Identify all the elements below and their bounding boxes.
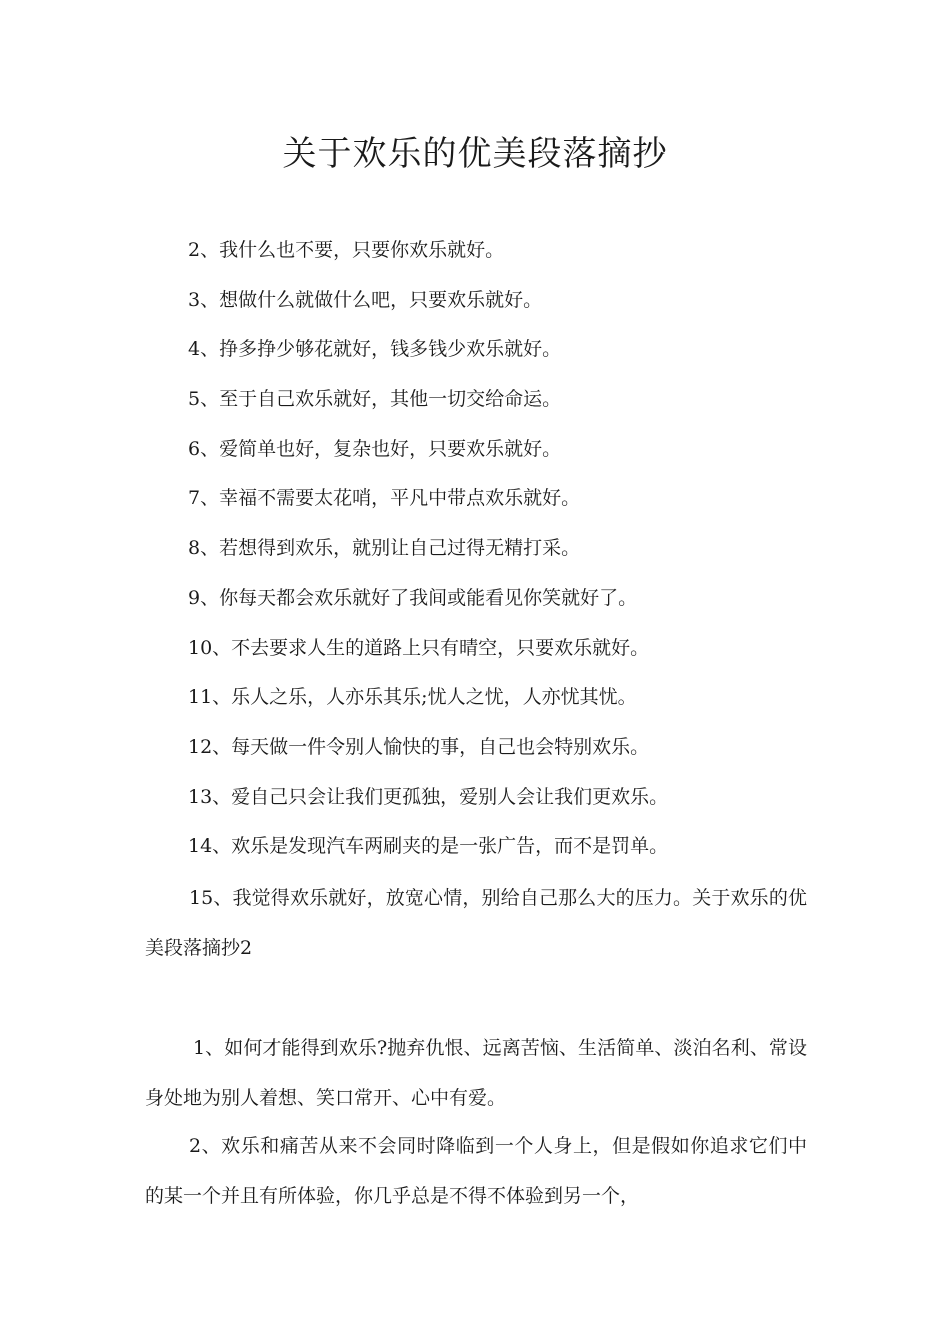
paragraph-2: 2、欢乐和痛苦从来不会同时降临到一个人身上，但是假如你追求它们中的某一个并且有所体验，你几乎总是不得不体验到另一个， bbox=[145, 1135, 807, 1207]
list-item: 6、爱简单也好，复杂也好，只要欢乐就好。 bbox=[188, 437, 562, 460]
paragraph-15: 15、我觉得欢乐就好，放宽心情，别给自己那么大的压力。关于欢乐的优美段落摘抄2 bbox=[145, 887, 807, 959]
list-item: 2、我什么也不要，只要你欢乐就好。 bbox=[188, 239, 505, 261]
list-item: 10、不去要求人生的道路上只有晴空，只要欢乐就好。 bbox=[188, 636, 650, 659]
list-item: 9、你每天都会欢乐就好了我间或能看见你笑就好了。 bbox=[188, 586, 638, 609]
list-item: 7、幸福不需要太花哨，平凡中带点欢乐就好。 bbox=[188, 487, 581, 510]
page-title: 关于欢乐的优美段落摘抄 bbox=[282, 134, 668, 174]
paragraph-1: 1、如何才能得到欢乐?抛弃仇恨、远离苦恼、生活简单、淡泊名利、常设身处地为别人着想、笑口常开、心中有爱。 bbox=[145, 1037, 807, 1109]
list-item: 4、挣多挣少够花就好，钱多钱少欢乐就好。 bbox=[188, 338, 562, 361]
list-item: 8、若想得到欢乐，就别让自己过得无精打采。 bbox=[188, 537, 581, 560]
list-item: 13、爱自己只会让我们更孤独，爱别人会让我们更欢乐。 bbox=[188, 785, 669, 808]
list-item: 14、欢乐是发现汽车两刷夹的是一张广告，而不是罚单。 bbox=[188, 835, 669, 858]
list-item: 5、至于自己欢乐就好，其他一切交给命运。 bbox=[188, 388, 562, 411]
list-item: 11、乐人之乐，人亦乐其乐;忧人之忧，人亦忧其忧。 bbox=[188, 686, 637, 709]
quote-list bbox=[0, 226, 950, 872]
list-item: 3、想做什么就做什么吧，只要欢乐就好。 bbox=[188, 288, 543, 311]
list-item: 12、每天做一件令别人愉快的事，自己也会特别欢乐。 bbox=[188, 735, 650, 758]
